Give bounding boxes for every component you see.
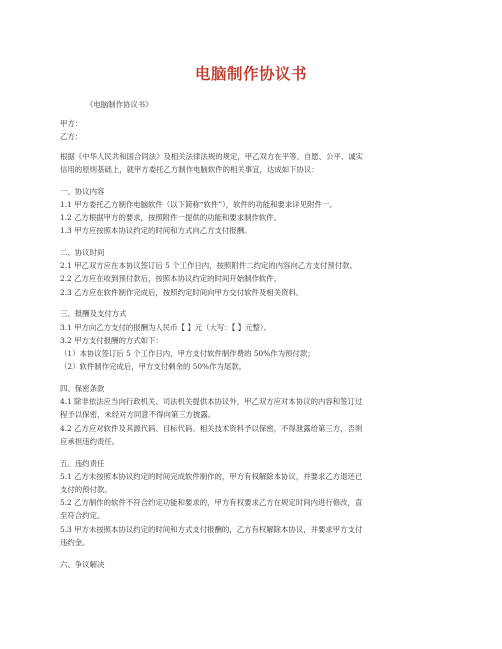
clause-line: 2.2 乙方应在收到预付款后，按照本协议约定的时间开始制作软件。 xyxy=(60,274,282,284)
clause-line: 1.3 甲方应按照本协议约定的时间和方式向乙方支付报酬。 xyxy=(60,226,252,236)
clause-line: 2.1 甲乙双方应在本协议签订后 5 个工作日内，按照附件二约定的内容向乙方支付预付款。 xyxy=(60,261,357,271)
party-b-label: 乙方： xyxy=(60,132,83,142)
section-heading: 二、协议时间 xyxy=(60,248,105,258)
clause-line: 3.1 甲方向乙方支付的报酬为人民币【 】元（大写：【 】元整）。 xyxy=(60,322,271,332)
clause-line: 违约金。 xyxy=(60,537,90,547)
preamble-line: 根据《中华人民共和国合同法》及相关法律法规的规定，甲乙双方在平等、自愿、公平、诚实 xyxy=(60,151,364,161)
clause-line: 5.3 甲方未按照本协议约定的时间和方式支付报酬的，乙方有权解除本协议，并要求甲方支付 xyxy=(60,524,363,534)
clause-line: 1.2 乙方根据甲方的要求，按照附件一提供的功能和要求制作软件。 xyxy=(60,213,282,223)
section-heading: 四、保密条款 xyxy=(60,384,105,394)
section-heading: 五、违约责任 xyxy=(60,458,105,468)
clause-line: 3.2 甲方支付报酬的方式如下： xyxy=(60,335,163,345)
clause-line: （2）软件制作完成后，甲方支付剩余的 50%作为尾款。 xyxy=(60,362,247,372)
document-title: 电脑制作协议书 xyxy=(194,65,307,83)
section-heading: 六、争议解决 xyxy=(60,559,105,569)
party-a-label: 甲方： xyxy=(60,119,83,129)
clause-line: 支付的预付款。 xyxy=(60,485,112,495)
clause-line: （1）本协议签订后 5 个工作日内，甲方支付软件制作费的 50%作为预付款； xyxy=(60,349,315,359)
document-body xyxy=(60,98,444,571)
clause-line: 2.3 乙方应在软件制作完成后，按照约定时间向甲方交付软件及相关资料。 xyxy=(60,287,304,297)
document-subtitle: 《电脑制作协议书》 xyxy=(86,100,153,109)
clause-line: 5.1 乙方未按照本协议约定的时间完成软件制作的，甲方有权解除本协议，并要求乙方退还已 xyxy=(60,471,363,481)
clause-line: 应承担违约责任。 xyxy=(60,436,120,446)
section-heading: 一、协议内容 xyxy=(60,186,105,196)
preamble-line: 信用的原则基础上，就甲方委托乙方制作电脑软件的相关事宜，达成如下协议： xyxy=(60,164,319,174)
clause-line: 程予以保密，未经对方同意不得向第三方披露。 xyxy=(60,410,216,420)
clause-line: 4.2 乙方应对软件及其源代码、目标代码、相关技术资料予以保密，不得泄露给第三方，否则 xyxy=(60,423,363,433)
clause-line: 5.2 乙方制作的软件不符合约定功能和要求的，甲方有权要求乙方在规定时间内进行修改，直 xyxy=(60,498,363,508)
clause-line: 1.1 甲方委托乙方制作电脑软件（以下简称“软件”），软件的功能和要求详见附件一。 xyxy=(60,199,337,209)
section-heading: 三、报酬及支付方式 xyxy=(60,309,127,319)
clause-line: 至符合约定。 xyxy=(60,511,105,521)
clause-line: 4.1 除非依法应当向行政机关、司法机关提供本协议外，甲乙双方应对本协议的内容和签订过 xyxy=(60,397,363,407)
